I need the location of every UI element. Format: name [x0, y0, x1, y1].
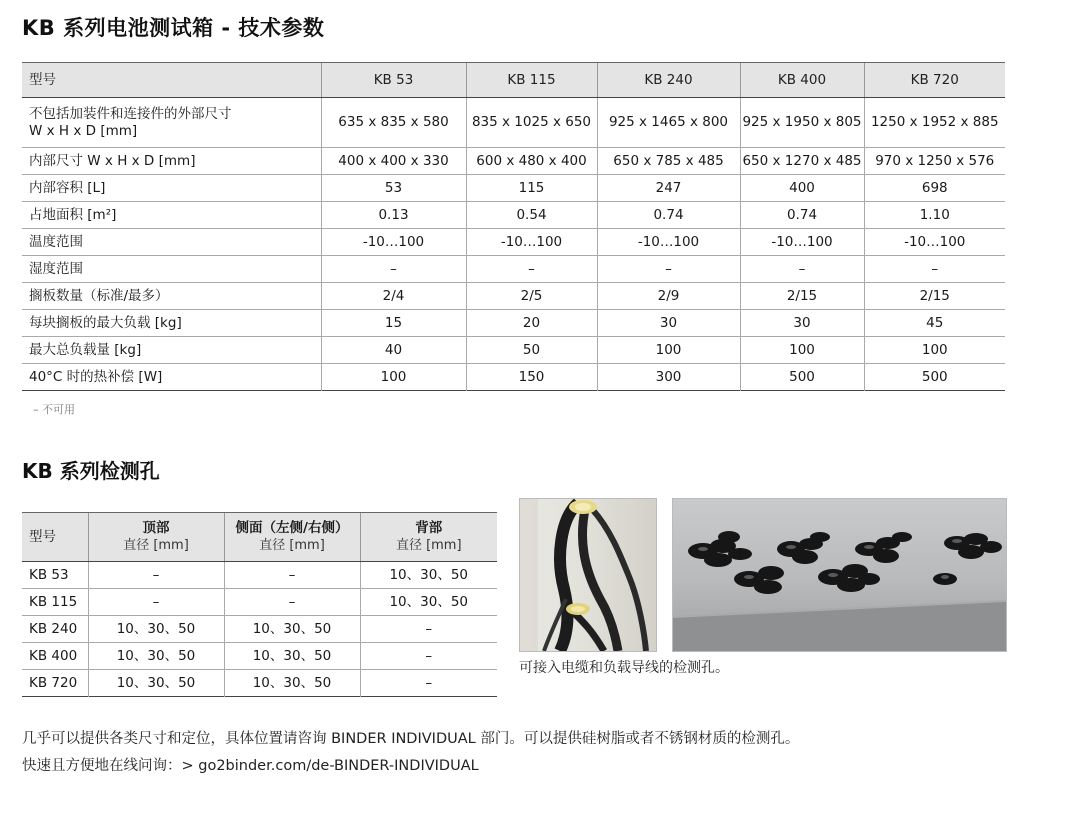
holes-cell: –	[224, 589, 360, 616]
holes-model-cell: KB 400	[22, 643, 88, 670]
specs-label-text: 不包括加装件和连接件的外部尺寸	[29, 105, 232, 122]
specs-row	[22, 256, 1005, 283]
specs-cell: -10…100	[597, 229, 740, 256]
specs-row-label	[22, 202, 321, 229]
specs-cell: 150	[466, 364, 597, 391]
specs-header-row	[22, 63, 1005, 98]
footer-line-link[interactable]: 快速且方便地在线问询：> go2binder.com/de-BINDER-INDIVIDUAL	[22, 758, 479, 774]
specs-cell: 100	[321, 364, 466, 391]
holes-header-main: 背部	[415, 520, 443, 536]
specs-cell: 2/5	[466, 283, 597, 310]
specs-cell: 2/9	[597, 283, 740, 310]
holes-row	[22, 670, 497, 697]
specs-cell: 835 x 1025 x 650	[466, 98, 597, 148]
specs-row-label	[22, 229, 321, 256]
specs-row	[22, 98, 1005, 148]
specs-cell: 300	[597, 364, 740, 391]
holes-cell: 10、30、50	[224, 670, 360, 697]
specs-cell: -10…100	[864, 229, 1005, 256]
page-title: KB 系列电池测试箱 - 技术参数	[22, 16, 325, 40]
holes-header-main: 侧面（左侧/右侧）	[235, 520, 349, 536]
specs-row	[22, 283, 1005, 310]
specs-label-text: 40°C 时的热补偿 [W]	[29, 368, 163, 385]
specs-cell: –	[597, 256, 740, 283]
specs-cell: 600 x 480 x 400	[466, 148, 597, 175]
holes-model-cell: KB 240	[22, 616, 88, 643]
specs-cell: 100	[864, 337, 1005, 364]
specs-cell: 0.13	[321, 202, 466, 229]
specs-label-text: 内部尺寸 W x H x D [mm]	[29, 152, 196, 169]
holes-header-side	[224, 513, 360, 562]
holes-header-main: 顶部	[142, 520, 170, 536]
holes-model-cell: KB 115	[22, 589, 88, 616]
specs-cell: 500	[740, 364, 864, 391]
holes-cell: 10、30、50	[360, 589, 497, 616]
section-title-holes: KB 系列检测孔	[22, 459, 160, 483]
cable-port-illustration	[520, 499, 656, 651]
holes-table	[22, 512, 497, 697]
holes-model-cell: KB 53	[22, 562, 88, 589]
specs-row	[22, 337, 1005, 364]
specs-cell: 53	[321, 175, 466, 202]
specs-row-label	[22, 310, 321, 337]
holes-cell: –	[88, 562, 224, 589]
specs-cell: 0.74	[597, 202, 740, 229]
specs-row-label	[22, 364, 321, 391]
specs-cell: 698	[864, 175, 1005, 202]
holes-row	[22, 616, 497, 643]
specs-row	[22, 148, 1005, 175]
holes-cell: –	[360, 616, 497, 643]
specs-header-cell: KB 400	[740, 63, 864, 98]
specs-cell: –	[864, 256, 1005, 283]
cable-port-photo	[519, 498, 657, 652]
specs-label-text: 每块搁板的最大负载 [kg]	[29, 314, 182, 331]
holes-header-main: 型号	[29, 528, 56, 545]
specs-header-cell: KB 720	[864, 63, 1005, 98]
footnote-not-available: – 不可用	[33, 403, 75, 416]
specs-cell: 635 x 835 x 580	[321, 98, 466, 148]
specs-cell: 30	[597, 310, 740, 337]
specs-label-text: 占地面积 [m²]	[29, 206, 117, 223]
specs-cell: 2/15	[740, 283, 864, 310]
specs-cell: -10…100	[466, 229, 597, 256]
specs-label-text: 内部容积 [L]	[29, 179, 106, 196]
specs-cell: 0.54	[466, 202, 597, 229]
holes-header-sub: 直径 [mm]	[123, 538, 189, 553]
specs-cell: 15	[321, 310, 466, 337]
specs-row-label	[22, 98, 321, 148]
specs-cell: 925 x 1950 x 805	[740, 98, 864, 148]
specs-row	[22, 364, 1005, 391]
specs-header-cell: KB 53	[321, 63, 466, 98]
specs-header-cell: KB 115	[466, 63, 597, 98]
specs-label-text: 最大总负载量 [kg]	[29, 341, 142, 358]
specs-cell: 970 x 1250 x 576	[864, 148, 1005, 175]
holes-header-top	[88, 513, 224, 562]
holes-cell: –	[88, 589, 224, 616]
specs-cell: 1.10	[864, 202, 1005, 229]
photo-caption: 可接入电缆和负载导线的检测孔。	[519, 660, 729, 676]
holes-cell: 10、30、50	[360, 562, 497, 589]
specs-cell: 925 x 1465 x 800	[597, 98, 740, 148]
specs-header-cell: 型号	[22, 63, 321, 98]
holes-cell: –	[360, 670, 497, 697]
specs-cell: 2/4	[321, 283, 466, 310]
holes-model-cell: KB 720	[22, 670, 88, 697]
specs-cell: 20	[466, 310, 597, 337]
specs-cell: 40	[321, 337, 466, 364]
holes-cell: –	[224, 562, 360, 589]
holes-cell: 10、30、50	[224, 616, 360, 643]
specs-table	[22, 62, 1005, 391]
holes-header-row	[22, 513, 497, 562]
holes-cell: 10、30、50	[88, 643, 224, 670]
holes-header-model	[22, 513, 88, 562]
specs-label-text: 搁板数量（标准/最多）	[29, 287, 169, 304]
specs-row-label	[22, 337, 321, 364]
specs-cell: 45	[864, 310, 1005, 337]
specs-cell: 50	[466, 337, 597, 364]
specs-cell: –	[466, 256, 597, 283]
specs-label-text-line2: W x H x D [mm]	[29, 122, 138, 139]
specs-row	[22, 310, 1005, 337]
specs-row-label	[22, 175, 321, 202]
specs-cell: 247	[597, 175, 740, 202]
holes-header-back	[360, 513, 497, 562]
holes-row	[22, 589, 497, 616]
holes-header-sub: 直径 [mm]	[395, 538, 462, 553]
port-plugs-photo	[672, 498, 1007, 652]
specs-cell: 0.74	[740, 202, 864, 229]
specs-row	[22, 229, 1005, 256]
holes-row	[22, 562, 497, 589]
port-plugs-illustration	[673, 499, 1006, 651]
specs-label-text: 湿度范围	[29, 260, 83, 277]
holes-row	[22, 643, 497, 670]
specs-cell: -10…100	[321, 229, 466, 256]
holes-header-sub: 直径 [mm]	[259, 538, 325, 553]
holes-cell: 10、30、50	[224, 643, 360, 670]
specs-cell: –	[321, 256, 466, 283]
specs-cell: 100	[597, 337, 740, 364]
specs-row-label	[22, 256, 321, 283]
specs-cell: 650 x 785 x 485	[597, 148, 740, 175]
specs-cell: –	[740, 256, 864, 283]
specs-row-label	[22, 283, 321, 310]
specs-header-cell: KB 240	[597, 63, 740, 98]
specs-cell: 1250 x 1952 x 885	[864, 98, 1005, 148]
specs-cell: -10…100	[740, 229, 864, 256]
specs-cell: 115	[466, 175, 597, 202]
specs-cell: 650 x 1270 x 485	[740, 148, 864, 175]
specs-cell: 500	[864, 364, 1005, 391]
specs-cell: 100	[740, 337, 864, 364]
specs-cell: 30	[740, 310, 864, 337]
specs-cell: 400 x 400 x 330	[321, 148, 466, 175]
specs-row	[22, 175, 1005, 202]
holes-cell: 10、30、50	[88, 670, 224, 697]
footer-line-info: 几乎可以提供各类尺寸和定位，具体位置请咨询 BINDER INDIVIDUAL 部门。可以提供硅树脂或者不锈钢材质的检测孔。	[22, 731, 800, 747]
specs-row-label	[22, 148, 321, 175]
specs-cell: 400	[740, 175, 864, 202]
specs-cell: 2/15	[864, 283, 1005, 310]
holes-cell: 10、30、50	[88, 616, 224, 643]
holes-cell: –	[360, 643, 497, 670]
specs-row	[22, 202, 1005, 229]
specs-label-text: 温度范围	[29, 233, 83, 250]
